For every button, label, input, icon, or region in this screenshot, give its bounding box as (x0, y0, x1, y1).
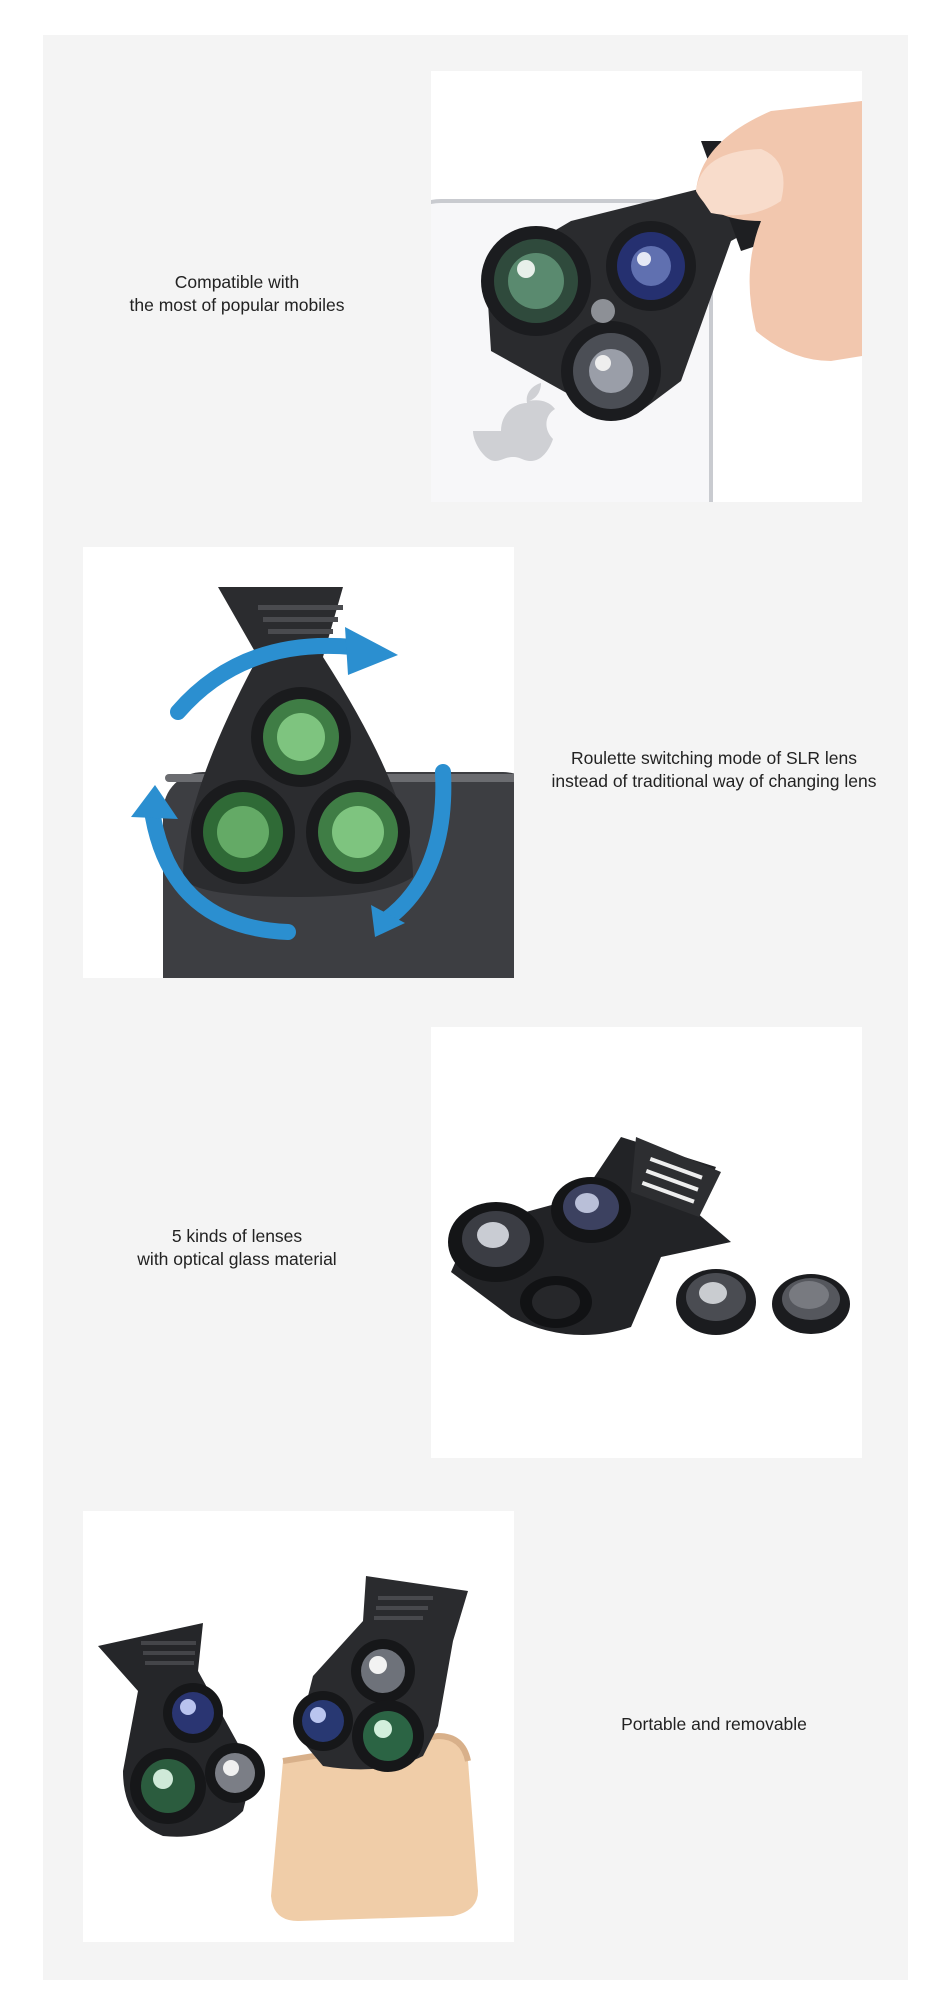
feature-caption-1 (22, 271, 452, 317)
feature-caption-4 (499, 1713, 929, 1736)
caption-line: Portable and removable (621, 1714, 807, 1734)
caption-line: Roulette switching mode of SLR lens (571, 748, 857, 768)
caption-line: the most of popular mobiles (129, 295, 345, 315)
lens-clip-on-phone-illustration (431, 71, 862, 502)
caption-line: instead of traditional way of changing lens (551, 771, 877, 791)
lens-clip-on-phone-image (431, 71, 862, 502)
rotating-lens-illustration (83, 547, 514, 978)
caption-line: with optical glass material (137, 1249, 337, 1269)
caption-line: 5 kinds of lenses (171, 1226, 303, 1246)
caption-line: Compatible with (174, 272, 300, 292)
lens-set-illustration (431, 1027, 862, 1458)
rotating-lens-image (83, 547, 514, 978)
two-lens-clips-image (83, 1511, 514, 1942)
two-lens-clips-illustration (83, 1511, 514, 1942)
feature-caption-3 (22, 1225, 452, 1271)
feature-caption-2 (499, 747, 929, 793)
lens-set-image (431, 1027, 862, 1458)
